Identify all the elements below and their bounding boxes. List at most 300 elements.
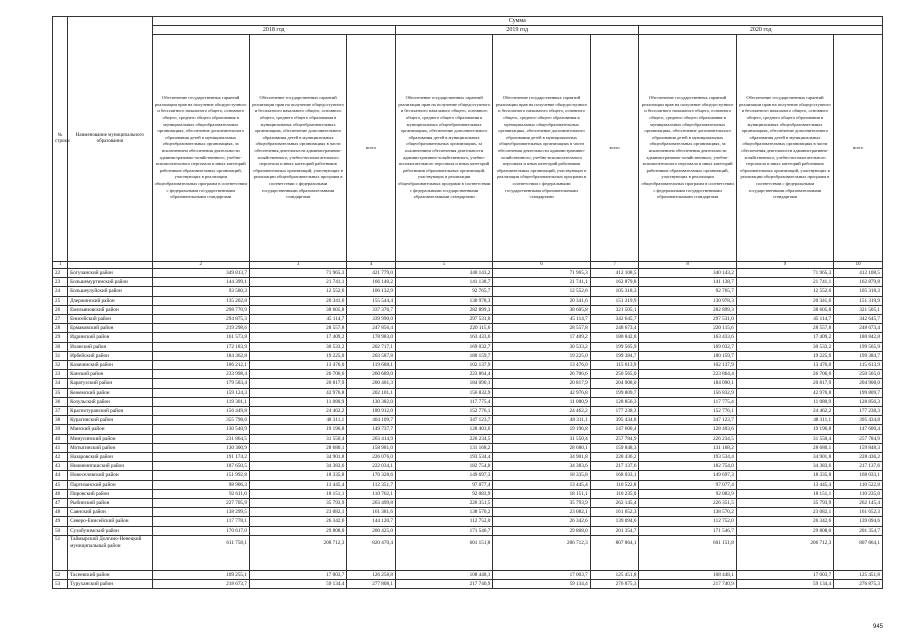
amount-cell: 35 793,9 [493,499,590,508]
amount-cell: 34 901,8 [249,453,346,462]
municipality-name: Казачинский район [68,361,152,370]
amount-cell: 34 901,8 [736,453,833,462]
municipality-name: Сухобузимский район [68,526,152,535]
amount-cell: 34 383,6 [249,462,346,471]
amount-cell: 128 856,3 [590,397,639,406]
amount-cell: 217 137,6 [590,462,639,471]
table-row [53,379,883,388]
amount-cell: 149 697,3 [639,471,736,480]
amount-cell: 199 565,9 [834,342,883,351]
table-body [53,269,883,589]
table-row [53,480,883,489]
amount-cell: 262 145,4 [590,499,639,508]
amount-cell: 155 544,4 [347,296,396,305]
municipality-name: Манский район [68,425,152,434]
amount-cell: 19 225,0 [249,351,346,360]
amount-cell: 128 403,6 [395,425,492,434]
amount-cell: 220 115,6 [639,324,736,333]
amount-cell: 247 856,4 [347,324,396,333]
table-row [53,269,883,278]
amount-cell: 257 784,9 [590,434,639,443]
amount-cell: 347 123,7 [639,416,736,425]
amount-cell: 262 145,4 [834,499,883,508]
amount-cell: 24 462,2 [736,407,833,416]
amount-cell: 38 605,8 [249,305,346,314]
amount-cell: 294 875,3 [152,315,249,324]
amount-cell: 119 301,1 [152,397,249,406]
amount-cell: 404 109,7 [347,416,396,425]
amount-cell: 110 235,0 [834,489,883,498]
amount-cell: 395 434,8 [834,416,883,425]
amount-cell: 166 140,2 [347,278,396,287]
column-number [68,262,152,269]
column-numbers-row [53,262,883,269]
amount-cell: 412 108,5 [834,269,883,278]
header-total: всего [590,35,639,262]
amount-cell: 421 779,0 [347,269,396,278]
municipality-name: Каратузский район [68,379,152,388]
amount-cell: 24 462,2 [249,407,346,416]
amount-cell: 395 434,8 [590,416,639,425]
amount-cell: 199 565,9 [590,342,639,351]
amount-cell: 20 341,6 [736,296,833,305]
table-row [53,462,883,471]
table-row [53,489,883,498]
amount-cell: 17 409,2 [249,333,346,342]
amount-cell: 807 864,1 [834,535,883,570]
amount-cell: 23 082,1 [736,508,833,517]
amount-cell: 201 354,7 [834,526,883,535]
amount-cell: 151 992,8 [152,471,249,480]
amount-cell: 11 080,9 [736,397,833,406]
table-row [53,305,883,314]
amount-cell: 202 717,1 [347,342,396,351]
amount-cell: 112 752,0 [395,517,492,526]
table-row [53,324,883,333]
municipality-name: Ирбейский район [68,351,152,360]
amount-cell: 161 573,8 [152,333,249,342]
amount-cell: 193 534,4 [639,453,736,462]
amount-cell: 17 409,2 [736,333,833,342]
amount-cell: 276 875,3 [590,580,639,589]
amount-cell: 276 875,3 [834,580,883,589]
amount-cell: 171 546,7 [639,526,736,535]
row-number: 48 [53,508,68,517]
table-row [53,535,883,570]
amount-cell: 226 076,0 [347,453,396,462]
amount-cell: 13 476,0 [249,361,346,370]
amount-cell: 139 094,6 [834,517,883,526]
amount-cell: 220 115,6 [395,324,492,333]
amount-cell: 92 765,7 [395,287,492,296]
amount-cell: 17 409,2 [493,333,590,342]
amount-cell: 342 645,7 [590,315,639,324]
table-row [53,508,883,517]
header-desc-a: Обеспечение государственных гарантий реализации прав на получение общедоступного и бесплатного начального общего, основного общего, среднего общего образования в муниципальных общеобразовательных организациях, обеспечение дополнительного образования детей в муниципальных общеобразовательных организациях, за исключением обеспечения деятельности административно-хозяйственного, учебно-вспомогательного персонала и иных категорий работников образовательных организаций, участвующих в реализации общеобразовательных программ в соответствии с федеральными государственными образовательными стандартами [152,35,249,262]
amount-cell: 17 003,7 [493,570,590,579]
amount-cell: 257 784,9 [834,434,883,443]
amount-cell: 117 778,1 [152,517,249,526]
amount-cell: 163 433,6 [639,333,736,342]
amount-cell: 601 151,8 [639,535,736,570]
amount-cell: 347 123,7 [395,416,492,425]
amount-cell: 19 225,0 [736,351,833,360]
amount-cell: 45 114,7 [493,315,590,324]
amount-cell: 42 976,8 [493,388,590,397]
amount-cell: 144 120,7 [347,517,396,526]
table-row [53,425,883,434]
amount-cell: 151 319,9 [590,296,639,305]
amount-cell: 59 134,4 [493,580,590,589]
amount-cell: 223 864,4 [395,370,492,379]
amount-cell: 135 202,8 [152,296,249,305]
amount-cell: 117 775,4 [639,397,736,406]
amount-cell: 263 499,8 [347,499,396,508]
amount-cell: 204 908,0 [590,379,639,388]
column-number: 5 [395,262,492,269]
amount-cell: 26 706,6 [736,370,833,379]
amount-cell: 128 856,3 [834,397,883,406]
amount-cell: 321 505,1 [590,305,639,314]
amount-cell: 117 775,4 [395,397,492,406]
amount-cell: 184 362,8 [152,351,249,360]
amount-cell: 201 354,7 [590,526,639,535]
amount-cell: 206 712,3 [493,535,590,570]
amount-cell: 13 445,4 [736,480,833,489]
amount-cell: 337 376,7 [347,305,396,314]
header-desc-b: Обеспечение государственных гарантий реализации прав на получение общедоступного и бесплатного начального общего, основного общего, среднего общего образования в муниципальных общеобразовательных организациях, обеспечение дополнительного образования детей в муниципальных общеобразовательных организациях в части обеспечения деятельности административно-хозяйственного, учебно-вспомогательного персонала и иных категорий работников образовательных организаций, участвующих в реализации общеобразовательных программ в соответствии с федеральными государственными образовательными стандартами [736,35,833,262]
amount-cell: 20 817,9 [249,379,346,388]
amount-cell: 48 311,1 [249,416,346,425]
municipality-name: Новоселовский район [68,471,152,480]
amount-cell: 222 034,1 [347,462,396,471]
amount-cell: 151 319,9 [834,296,883,305]
amount-cell: 339 990,0 [347,315,396,324]
amount-cell: 161 652,3 [834,508,883,517]
amount-cell: 110 522,8 [834,480,883,489]
amount-cell: 12 552,6 [736,287,833,296]
amount-cell: 159 848,3 [834,443,883,452]
amount-cell: 19 225,0 [493,351,590,360]
header-desc-b: Обеспечение государственных гарантий реализации прав на получение общедоступного и бесплатного начального общего, основного общего, среднего общего образования в муниципальных общеобразовательных организациях, обеспечение дополнительного образования детей в муниципальных общеобразовательных организациях в части обеспечения деятельности административно-хозяйственного, учебно-вспомогательного персонала и иных категорий работников образовательных организаций, участвующих в реализации общеобразовательных программ в соответствии с федеральными государственными образовательными стандартами [249,35,346,262]
amount-cell: 130 978,3 [639,296,736,305]
amount-cell: 217 137,6 [834,462,883,471]
amount-cell: 204 908,0 [834,379,883,388]
table-row [53,416,883,425]
amount-cell: 168 033,1 [834,471,883,480]
amount-cell: 162 879,8 [834,278,883,287]
amount-cell: 177 238,3 [590,407,639,416]
amount-cell: 342 645,7 [834,315,883,324]
table-row [53,296,883,305]
column-number: 3 [249,262,346,269]
header-year-2018: 2018 год [152,26,395,35]
amount-cell: 23 082,1 [493,508,590,517]
row-number: 53 [53,580,68,589]
table-row [53,315,883,324]
header-desc-a: Обеспечение государственных гарантий реализации прав на получение общедоступного и бесплатного начального общего, основного общего, среднего общего образования в муниципальных общеобразовательных организациях, обеспечение дополнительного образования детей в муниципальных общеобразовательных организациях, за исключением обеспечения деятельности административно-хозяйственного, учебно-вспомогательного персонала и иных категорий работников образовательных организаций, участвующих в реализации общеобразовательных программ в соответствии с федеральными государственными образовательными стандартами [395,35,492,262]
row-number: 44 [53,471,68,480]
header-row-number: № строки [53,17,68,262]
amount-cell: 21 741,1 [736,278,833,287]
row-number: 26 [53,305,68,314]
amount-cell: 45 114,7 [736,315,833,324]
municipality-name: Рыбинский район [68,499,152,508]
amount-cell: 159 124,3 [152,388,249,397]
amount-cell: 161 381,6 [347,508,396,517]
row-number: 24 [53,287,68,296]
amount-cell: 106 132,9 [347,287,396,296]
municipality-name: Кежемский район [68,388,152,397]
row-number: 32 [53,361,68,370]
table-row [53,287,883,296]
amount-cell: 18 151,1 [249,489,346,498]
amount-cell: 26 706,6 [493,370,590,379]
amount-cell: 112 752,0 [639,517,736,526]
municipality-name: Нижнеингашский район [68,462,152,471]
row-number: 30 [53,342,68,351]
table-row [53,471,883,480]
table-row [53,361,883,370]
amount-cell: 48 311,1 [736,416,833,425]
amount-cell: 218 673,7 [152,580,249,589]
amount-cell: 130 382,0 [347,397,396,406]
amount-cell: 108 448,1 [395,570,492,579]
amount-cell: 182 754,0 [639,462,736,471]
amount-cell: 277 808,1 [347,580,396,589]
amount-cell: 206 712,3 [736,535,833,570]
amount-cell: 412 108,5 [590,269,639,278]
amount-cell: 71 965,3 [493,269,590,278]
column-number: 2 [152,262,249,269]
amount-cell: 226 234,5 [395,434,492,443]
amount-cell: 149 737,7 [347,425,396,434]
amount-cell: 169 032,7 [395,342,492,351]
municipality-name: Канский район [68,370,152,379]
municipality-name: Северо-Енисейский район [68,517,152,526]
amount-cell: 200 401,3 [347,379,396,388]
amount-cell: 28 557,8 [249,324,346,333]
amount-cell: 182 754,0 [395,462,492,471]
row-number: 50 [53,526,68,535]
table-row [53,351,883,360]
amount-cell: 138 299,5 [152,508,249,517]
amount-cell: 611 758,1 [152,535,249,570]
amount-cell: 233 998,4 [152,370,249,379]
amount-cell: 179 583,4 [152,379,249,388]
row-number: 22 [53,269,68,278]
amount-cell: 152 776,1 [395,407,492,416]
amount-cell: 169 032,7 [639,342,736,351]
amount-cell: 355 798,6 [152,416,249,425]
column-number: 6 [493,262,590,269]
header-year-2019: 2019 год [395,26,638,35]
budget-table [52,16,883,589]
amount-cell: 349 813,7 [152,269,249,278]
municipality-name: Емельяновский район [68,305,152,314]
column-number: 10 [834,262,883,269]
municipality-name: Саянский район [68,508,152,517]
amount-cell: 19 196,8 [249,425,346,434]
amount-cell: 191 174,2 [152,453,249,462]
amount-cell: 11 080,9 [493,397,590,406]
row-number: 42 [53,453,68,462]
municipality-name: Курагинский район [68,416,152,425]
column-number: 8 [639,262,736,269]
amount-cell: 180 842,8 [590,333,639,342]
municipality-name: Большемуртинский район [68,278,152,287]
table-row [53,407,883,416]
table-row [53,278,883,287]
column-number: 1 [53,262,68,269]
amount-cell: 152 776,1 [639,407,736,416]
municipality-name: Иланский район [68,342,152,351]
amount-cell: 184 090,1 [639,379,736,388]
amount-cell: 200 425,0 [347,526,396,535]
amount-cell: 226 234,5 [639,434,736,443]
amount-cell: 226 351,5 [639,499,736,508]
amount-cell: 156 832,9 [639,388,736,397]
amount-cell: 20 341,6 [249,296,346,305]
amount-cell: 141 138,7 [639,278,736,287]
header-total: всего [834,35,883,262]
amount-cell: 102 137,9 [395,361,492,370]
row-number: 29 [53,333,68,342]
amount-cell: 149 697,3 [395,471,492,480]
municipality-name: Ермаковский район [68,324,152,333]
amount-cell: 105 318,3 [834,287,883,296]
amount-cell: 29 808,0 [493,526,590,535]
amount-cell: 163 433,6 [395,333,492,342]
amount-cell: 112 351,7 [347,480,396,489]
amount-cell: 28 680,1 [249,443,346,452]
amount-cell: 130 300,9 [152,443,249,452]
amount-cell: 115 613,9 [590,361,639,370]
row-number: 51 [53,535,68,570]
amount-cell: 119 688,1 [347,361,396,370]
amount-cell: 219 298,6 [152,324,249,333]
table-row [53,342,883,351]
amount-cell: 26 342,6 [493,517,590,526]
amount-cell: 298 770,9 [152,305,249,314]
amount-cell: 807 864,1 [590,535,639,570]
amount-cell: 31 550,4 [736,434,833,443]
amount-cell: 250 565,0 [834,370,883,379]
amount-cell: 125 451,8 [834,570,883,579]
table-row [53,499,883,508]
amount-cell: 19 196,8 [736,425,833,434]
municipality-name: Минусинский район [68,434,152,443]
amount-cell: 35 793,9 [736,499,833,508]
amount-cell: 105 318,3 [590,287,639,296]
amount-cell: 180 842,8 [834,333,883,342]
amount-cell: 125 451,8 [590,570,639,579]
amount-cell: 297 531,0 [639,315,736,324]
amount-cell: 31 550,4 [493,434,590,443]
municipality-name: Идринский район [68,333,152,342]
amount-cell: 820 470,4 [347,535,396,570]
amount-cell: 59 134,4 [249,580,346,589]
amount-cell: 110 235,0 [590,489,639,498]
amount-cell: 138 570,2 [395,508,492,517]
municipality-name: Мотыгинский район [68,443,152,452]
row-number: 25 [53,296,68,305]
table-row [53,333,883,342]
amount-cell: 20 817,9 [736,379,833,388]
municipality-name: Козульский район [68,397,152,406]
amount-cell: 11 080,9 [249,397,346,406]
amount-cell: 109 255,1 [152,570,249,579]
amount-cell: 227 705,9 [152,499,249,508]
amount-cell: 106 212,1 [152,361,249,370]
amount-cell: 93 580,3 [152,287,249,296]
row-number: 39 [53,425,68,434]
amount-cell: 92 765,7 [639,287,736,296]
amount-cell: 156 832,9 [395,388,492,397]
amount-cell: 18 151,1 [736,489,833,498]
amount-cell: 21 741,1 [493,278,590,287]
amount-cell: 34 383,6 [493,462,590,471]
amount-cell: 184 090,1 [395,379,492,388]
amount-cell: 180 159,7 [395,351,492,360]
amount-cell: 158 981,0 [347,443,396,452]
row-number: 41 [53,443,68,452]
municipality-name: Пировский район [68,489,152,498]
row-number: 27 [53,315,68,324]
amount-cell: 180 912,0 [347,407,396,416]
amount-cell: 263 414,9 [347,434,396,443]
amount-cell: 297 531,0 [395,315,492,324]
amount-cell: 130 540,9 [152,425,249,434]
amount-cell: 187 650,5 [152,462,249,471]
column-number: 4 [347,262,396,269]
amount-cell: 24 462,2 [493,407,590,416]
column-number: 7 [590,262,639,269]
amount-cell: 108 448,1 [639,570,736,579]
amount-cell: 34 901,8 [493,453,590,462]
amount-cell: 260 689,0 [347,370,396,379]
amount-cell: 20 817,9 [493,379,590,388]
amount-cell: 282 899,3 [395,305,492,314]
amount-cell: 248 673,4 [590,324,639,333]
header-sums: Сумма [152,17,882,26]
amount-cell: 340 143,2 [639,269,736,278]
row-number: 49 [53,517,68,526]
amount-cell: 177 238,3 [834,407,883,416]
amount-cell: 170 328,6 [347,471,396,480]
table-row [53,526,883,535]
amount-cell: 193 534,4 [395,453,492,462]
amount-cell: 138 570,2 [639,508,736,517]
amount-cell: 12 552,6 [249,287,346,296]
header-year-2020: 2020 год [639,26,883,35]
amount-cell: 26 706,6 [249,370,346,379]
amount-cell: 162 879,8 [590,278,639,287]
row-number: 33 [53,370,68,379]
municipality-name: Богучанский район [68,269,152,278]
amount-cell: 17 003,7 [249,570,346,579]
municipality-name: Таймырский Долгано-Ненецкий муниципальный район [68,535,152,570]
municipality-name: Енисейский район [68,315,152,324]
amount-cell: 131 168,2 [639,443,736,452]
amount-cell: 250 565,0 [590,370,639,379]
amount-cell: 203 587,8 [347,351,396,360]
amount-cell: 18 335,8 [736,471,833,480]
amount-cell: 92 083,9 [639,489,736,498]
amount-cell: 13 445,4 [249,480,346,489]
amount-cell: 34 383,6 [736,462,833,471]
amount-cell: 18 151,1 [493,489,590,498]
